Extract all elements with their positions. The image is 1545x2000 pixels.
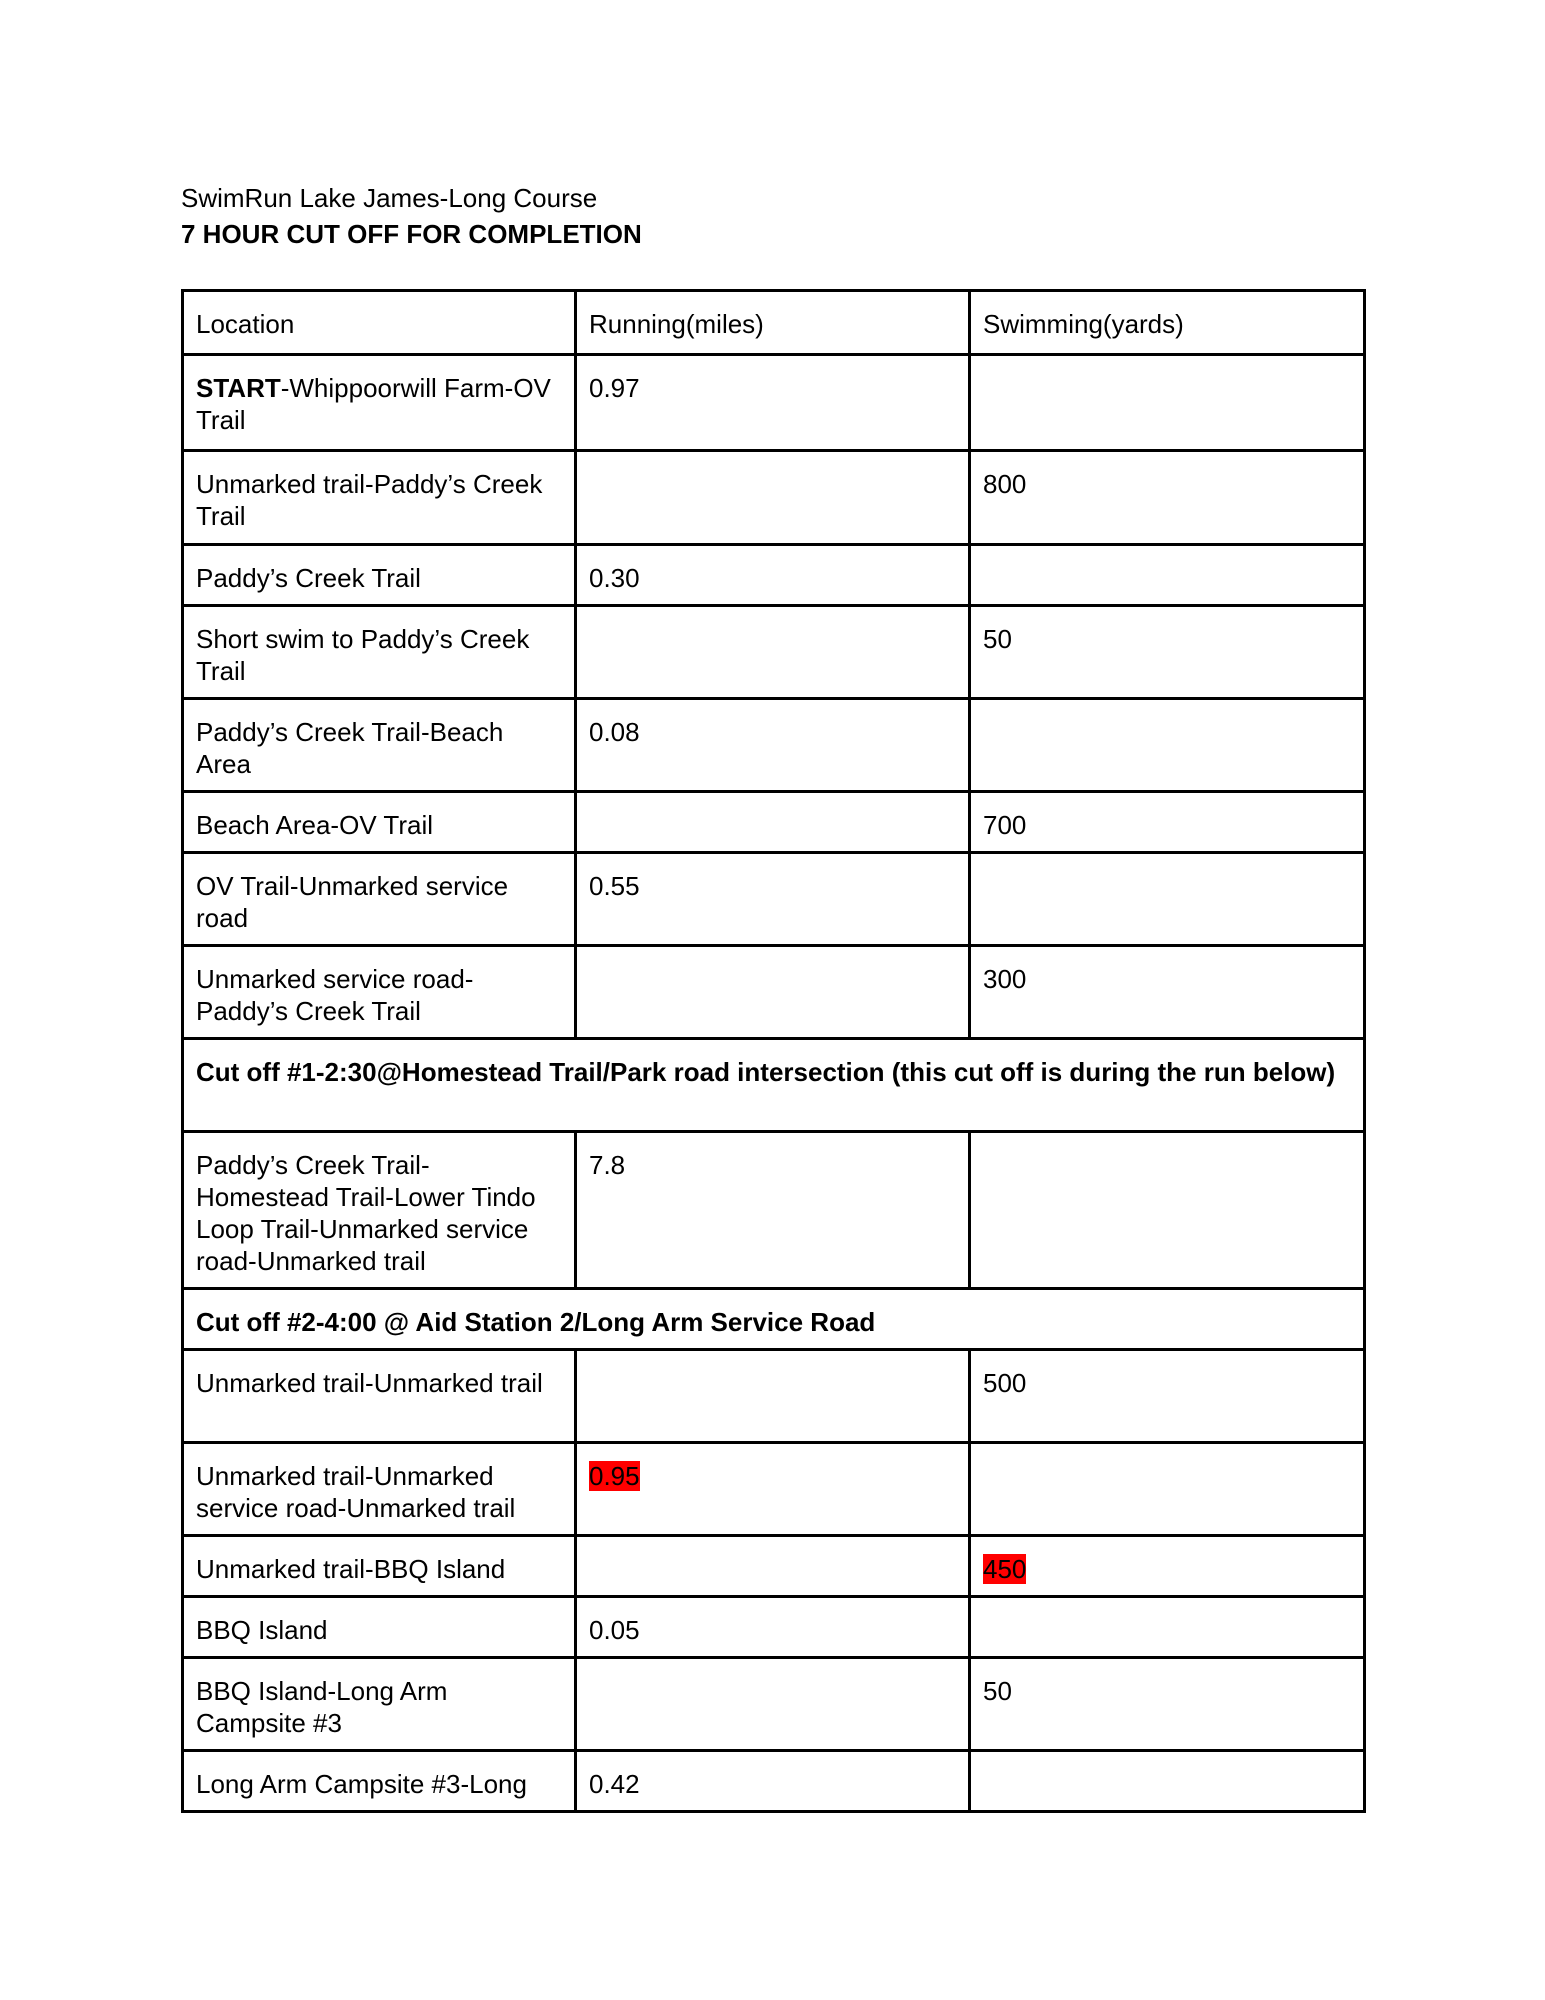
table-row bbox=[183, 792, 1365, 853]
cutoff-row bbox=[183, 1039, 1365, 1132]
table-row bbox=[183, 1751, 1365, 1812]
location-cell bbox=[183, 355, 576, 451]
location-cell: OV Trail-Unmarked service road bbox=[183, 853, 576, 946]
location-cell: Paddy’s Creek Trail bbox=[183, 545, 576, 606]
running-cell bbox=[576, 792, 970, 853]
location-text: -Whippoorwill Farm-OV Trail bbox=[196, 373, 551, 435]
highlighted-value: 450 bbox=[983, 1554, 1027, 1584]
swimming-cell bbox=[970, 355, 1365, 451]
swimming-cell: 700 bbox=[970, 792, 1365, 853]
location-cell: Unmarked trail-BBQ Island bbox=[183, 1536, 576, 1597]
location-cell: Paddy’s Creek Trail-Beach Area bbox=[183, 699, 576, 792]
header-swimming: Swimming(yards) bbox=[970, 291, 1365, 355]
swimming-cell bbox=[970, 1132, 1365, 1289]
running-cell bbox=[576, 1443, 970, 1536]
document-subtitle: 7 HOUR CUT OFF FOR COMPLETION bbox=[181, 219, 642, 249]
location-cell: Unmarked trail-Unmarked service road-Unmarked trail bbox=[183, 1443, 576, 1536]
header-running: Running(miles) bbox=[576, 291, 970, 355]
table-row bbox=[183, 853, 1365, 946]
swimming-cell bbox=[970, 1536, 1365, 1597]
running-cell: 0.42 bbox=[576, 1751, 970, 1812]
location-cell: Unmarked trail-Paddy’s Creek Trail bbox=[183, 451, 576, 545]
table-row bbox=[183, 545, 1365, 606]
running-cell bbox=[576, 451, 970, 545]
start-label: START bbox=[196, 373, 281, 403]
swimming-cell bbox=[970, 1751, 1365, 1812]
location-cell: Paddy’s Creek Trail-Homestead Trail-Lower Tindo Loop Trail-Unmarked service road-Unmarked trail bbox=[183, 1132, 576, 1289]
table-row bbox=[183, 606, 1365, 699]
swimming-cell bbox=[970, 1597, 1365, 1658]
location-cell: Beach Area-OV Trail bbox=[183, 792, 576, 853]
table-row bbox=[183, 355, 1365, 451]
table-row bbox=[183, 1658, 1365, 1751]
swimming-cell bbox=[970, 853, 1365, 946]
running-cell: 0.55 bbox=[576, 853, 970, 946]
running-cell bbox=[576, 1536, 970, 1597]
cutoff-cell: Cut off #1-2:30@Homestead Trail/Park road intersection (this cut off is during the run below) bbox=[183, 1039, 1365, 1132]
course-table bbox=[181, 289, 1366, 1813]
swimming-cell bbox=[970, 699, 1365, 792]
swimming-cell: 50 bbox=[970, 606, 1365, 699]
location-cell: Short swim to Paddy’s Creek Trail bbox=[183, 606, 576, 699]
table-row bbox=[183, 1350, 1365, 1443]
table-row bbox=[183, 1132, 1365, 1289]
running-cell bbox=[576, 1658, 970, 1751]
table-row bbox=[183, 1443, 1365, 1536]
cutoff-cell: Cut off #2-4:00 @ Aid Station 2/Long Arm Service Road bbox=[183, 1289, 1365, 1350]
running-cell: 7.8 bbox=[576, 1132, 970, 1289]
table-row bbox=[183, 1597, 1365, 1658]
document-title: SwimRun Lake James-Long Course bbox=[181, 183, 598, 213]
running-cell: 0.30 bbox=[576, 545, 970, 606]
running-cell bbox=[576, 1350, 970, 1443]
swimming-cell: 800 bbox=[970, 451, 1365, 545]
location-cell: Long Arm Campsite #3-Long bbox=[183, 1751, 576, 1812]
table-row bbox=[183, 946, 1365, 1039]
swimming-cell: 300 bbox=[970, 946, 1365, 1039]
table-row bbox=[183, 451, 1365, 545]
location-cell: BBQ Island-Long Arm Campsite #3 bbox=[183, 1658, 576, 1751]
swimming-cell bbox=[970, 1443, 1365, 1536]
swimming-cell bbox=[970, 545, 1365, 606]
running-cell: 0.08 bbox=[576, 699, 970, 792]
swimming-cell: 50 bbox=[970, 1658, 1365, 1751]
swimming-cell: 500 bbox=[970, 1350, 1365, 1443]
header-location: Location bbox=[183, 291, 576, 355]
running-cell: 0.97 bbox=[576, 355, 970, 451]
location-cell: BBQ Island bbox=[183, 1597, 576, 1658]
table-row bbox=[183, 699, 1365, 792]
running-cell: 0.05 bbox=[576, 1597, 970, 1658]
running-cell bbox=[576, 606, 970, 699]
location-cell: Unmarked trail-Unmarked trail bbox=[183, 1350, 576, 1443]
running-cell bbox=[576, 946, 970, 1039]
highlighted-value: 0.95 bbox=[589, 1461, 640, 1491]
table-row bbox=[183, 1536, 1365, 1597]
location-cell: Unmarked service road-Paddy’s Creek Trail bbox=[183, 946, 576, 1039]
cutoff-row bbox=[183, 1289, 1365, 1350]
table-header-row bbox=[183, 291, 1365, 355]
